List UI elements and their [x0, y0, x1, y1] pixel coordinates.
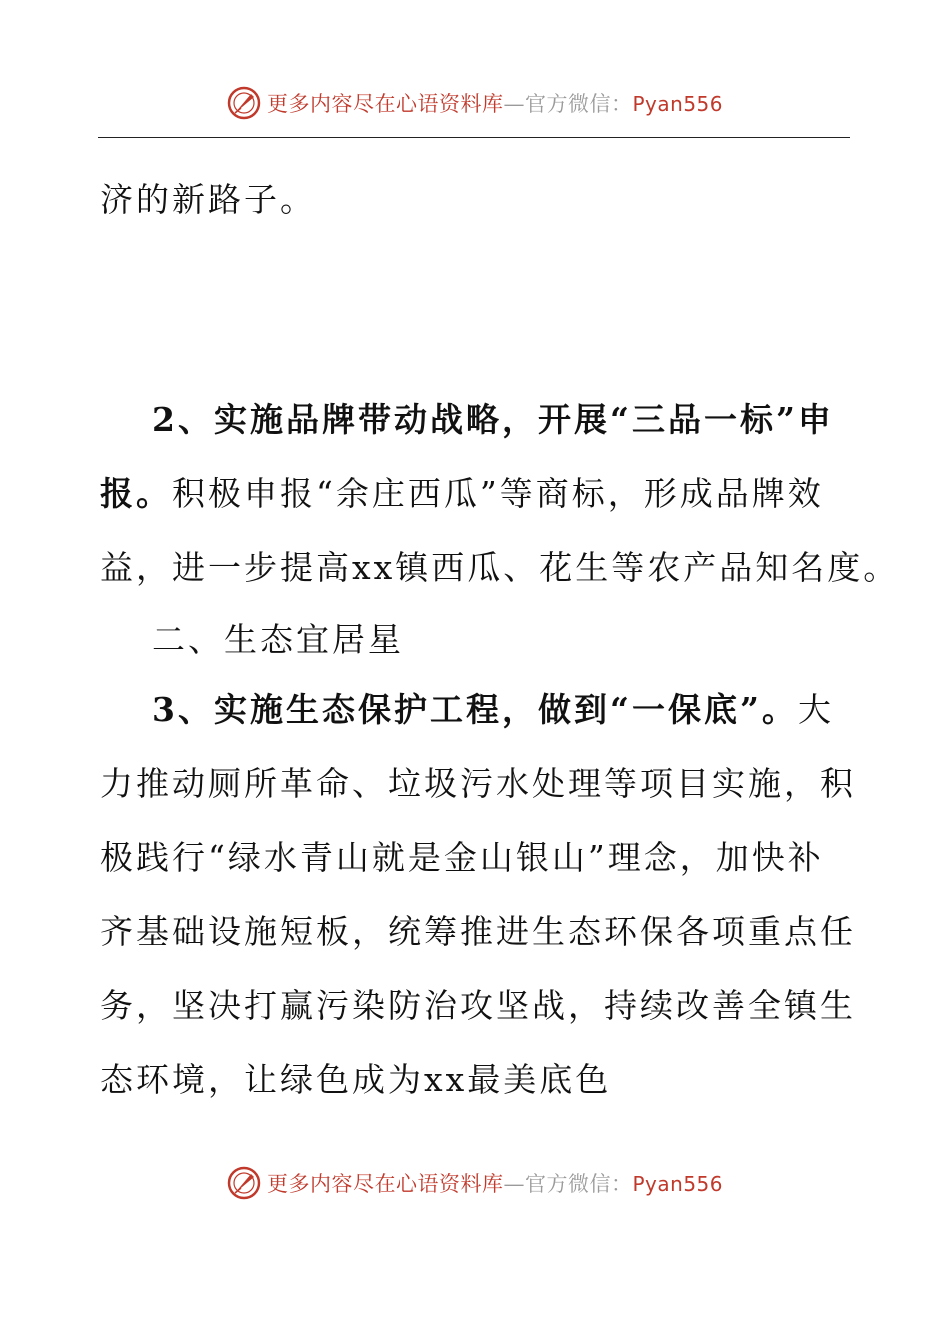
header-banner — [0, 83, 950, 123]
body-line-4: 益，进一步提高xx镇西瓜、花生等农产品知名度。 — [100, 548, 900, 587]
header-wechat-handle: Pyan556 — [632, 92, 723, 116]
header-divider — [98, 137, 850, 138]
heading-brand-strategy-end: 报。 — [100, 474, 172, 513]
section-title: 二、生态宜居星 — [152, 620, 404, 659]
footer-dash: — — [503, 1172, 525, 1196]
body-line-7: 力推动厕所革命、垃圾污水处理等项目实施，积 — [100, 764, 856, 803]
quill-logo-icon — [227, 86, 261, 120]
body-line-10: 务，坚决打赢污染防治攻坚战，持续改善全镇生 — [100, 986, 856, 1025]
body-line-1: 济的新路子。 — [100, 180, 316, 219]
header-brand: 更多内容尽在心语资料库 — [266, 92, 504, 116]
heading-eco-protection: 3、实施生态保护工程，做到“一保底”。 — [152, 690, 798, 729]
body-line-8: 极践行“绿水青山就是金山银山”理念，加快补 — [100, 838, 824, 877]
header-wechat-label: 官方微信： — [524, 92, 633, 116]
body-line-3-text: 积极申报“余庄西瓜”等商标，形成品牌效 — [172, 474, 824, 513]
footer-wechat-label: 官方微信： — [524, 1172, 633, 1196]
body-line-3 — [100, 472, 870, 516]
header-dash: — — [503, 92, 525, 116]
body-line-6-text: 大 — [797, 690, 834, 729]
body-line-9: 齐基础设施短板，统筹推进生态环保各项重点任 — [100, 912, 856, 951]
quill-logo-icon — [227, 1166, 261, 1200]
body-line-6 — [152, 688, 922, 732]
footer-wechat-handle: Pyan556 — [632, 1172, 723, 1196]
body-line-11: 态环境，让绿色成为xx最美底色 — [100, 1060, 612, 1099]
footer-banner — [0, 1163, 950, 1203]
footer-brand: 更多内容尽在心语资料库 — [266, 1172, 504, 1196]
header-banner-text — [267, 88, 723, 118]
footer-banner-text — [267, 1168, 723, 1198]
heading-brand-strategy: 2、实施品牌带动战略，开展“三品一标”申 — [152, 400, 834, 439]
